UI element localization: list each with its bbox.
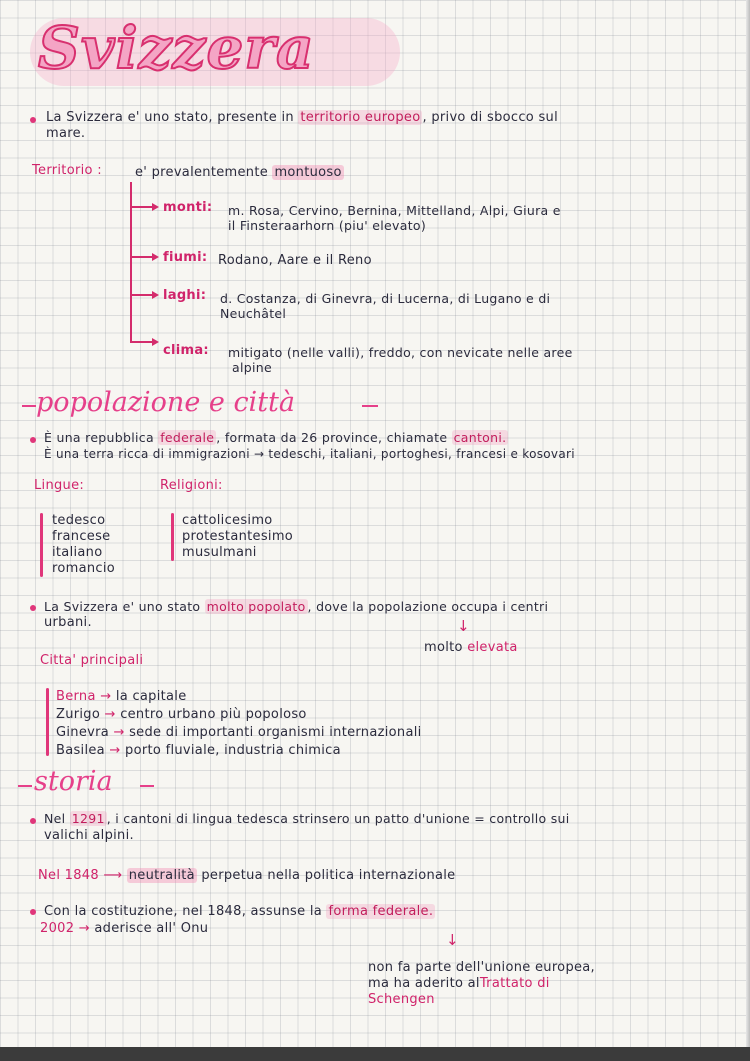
pop-density-line [44,599,548,614]
lingua-item: francese [52,529,111,544]
densita-note [424,640,518,655]
citta-name: Basilea [56,743,105,758]
bullet [30,605,36,611]
pop-line-1-text-b: , formata da 26 province, chiamate [216,430,448,445]
religioni-label: Religioni: [160,478,223,493]
branch-line [130,341,154,343]
arrow-icon [152,291,159,299]
storia-p2: Nel 1848 ⟶ neutralità perpetua nella politica internazionale [38,868,456,883]
page-edge [746,0,750,1061]
storia-p1-text: Nel [44,811,66,826]
bullet [30,117,36,123]
densita-highlight: elevata [467,640,518,655]
pop-density-text-b: , dove la popolazione occupa i centri [307,599,549,614]
intro-line-1 [46,110,558,125]
storia-p2-year: Nel 1848 [38,868,99,883]
territorio-label: Territorio : [32,163,102,178]
citta-name: Ginevra [56,725,110,740]
citta-desc: centro urbano più popoloso [120,707,307,722]
bullet [30,818,36,824]
fiumi-key: fiumi: [163,250,208,265]
section-heading-storia: storia [34,766,113,797]
territorio-desc-highlight: montuoso [274,165,342,180]
citta-name: Zurigo [56,707,101,722]
storia-p1-line-2: valichi alpini. [44,828,134,843]
note-line-2 [368,976,550,991]
branch-line [130,206,154,208]
storia-year-highlight: 1291 [71,811,105,826]
citta-row: Ginevra → sede di importanti organismi internazionali [56,725,422,740]
storia-p3 [44,904,435,919]
religione-item: protestantesimo [182,529,294,544]
territorio-desc [135,165,344,180]
arrow-icon [152,203,159,211]
citta-desc: porto fluviale, industria chimica [125,743,341,758]
monti-key: monti: [163,200,213,215]
pop-line-1-text: È una repubblica [44,430,154,445]
citta-name: Berna [56,689,96,704]
page-title: Svizzera [38,14,315,82]
citta-row: Basilea → porto fluviale, industria chimica [56,743,341,758]
citta-label: Citta' principali [40,653,144,668]
clima-text: mitigato (nelle valli), freddo, con nevicate nelle aree [228,345,573,360]
lingua-item: tedesco [52,513,106,528]
heading-dash [22,405,36,407]
note-line-1: non fa parte dell'unione europea, [368,960,595,975]
lingua-item: italiano [52,545,103,560]
heading-dash [18,785,32,787]
note-text: ma ha aderito al [368,976,480,991]
branch-line [130,294,154,296]
lingue-list-bar [40,513,43,577]
territorio-desc-text: e' prevalentemente [135,165,269,180]
down-arrow-icon: ↓ [457,617,470,635]
religioni-list-bar [171,513,174,561]
intro-line-2: mare. [46,126,86,141]
storia-federale-highlight: forma federale. [328,904,434,919]
pop-federale-highlight: federale [160,430,215,445]
clima-text-2: alpine [232,360,272,375]
clima-key: clima: [163,343,209,358]
laghi-key: laghi: [163,288,207,303]
citta-desc: sede di importanti organismi internazionali [129,725,422,740]
lingue-label: Lingue: [34,478,85,493]
religione-item: cattolicesimo [182,513,273,528]
pop-cantoni-highlight: cantoni. [453,430,507,445]
lingua-item: romancio [52,561,115,576]
arrow-icon [152,253,159,261]
branch-line [130,256,154,258]
storia-p2-text: perpetua nella politica internazionale [201,868,456,883]
intro-text-end: , privo di sbocco sul [422,110,559,125]
heading-dash [362,405,378,407]
storia-p4-text: aderisce all' Onu [94,921,209,936]
pop-density-text: La Svizzera e' uno stato [44,599,201,614]
intro-text: La Svizzera e' uno stato, presente in [46,110,294,125]
storia-neutralita-highlight: neutralità [128,868,195,883]
storia-p3-text: Con la costituzione, nel 1848, assunse la [44,904,323,919]
storia-p1-text-b: , i cantoni di lingua tedesca strinsero un patto d'unione = controllo sui [106,811,570,826]
pop-line-2: È una terra ricca di immigrazioni → tedeschi, italiani, portoghesi, francesi e kosovari [44,447,575,461]
citta-list-bar [46,688,49,756]
down-arrow-icon: ↓ [446,931,459,949]
storia-p4-year: 2002 [40,921,75,936]
note-highlight: Trattato di [479,976,550,991]
heading-dash [140,785,154,787]
citta-desc: la capitale [115,689,187,704]
fiumi-text: Rodano, Aare e il Reno [218,253,372,268]
page-bottom-shadow [0,1047,750,1061]
monti-text-2: il Finsteraarhorn (piu' elevato) [228,218,427,233]
intro-highlight: territorio europeo [300,110,421,125]
storia-p4: 2002 → aderisce all' Onu [40,921,209,936]
bullet [30,909,36,915]
pop-density-highlight: molto popolato [206,599,306,614]
storia-p1 [44,811,570,826]
citta-row: Berna → la capitale [56,689,187,704]
note-line-3: Schengen [368,992,435,1007]
arrow-icon [152,338,159,346]
religione-item: musulmani [182,545,257,560]
laghi-text: d. Costanza, di Ginevra, di Lucerna, di Lugano e di [220,291,551,306]
bullet [30,437,36,443]
pop-line-1 [44,430,508,445]
laghi-text-2: Neuchâtel [220,306,287,321]
pop-density-line-2: urbani. [44,615,92,630]
monti-text: m. Rosa, Cervino, Bernina, Mittelland, Alpi, Giura e [228,203,561,218]
citta-row: Zurigo → centro urbano più popoloso [56,707,307,722]
section-heading-popolazione: popolazione e città [36,387,295,418]
densita-text: molto [424,640,463,655]
